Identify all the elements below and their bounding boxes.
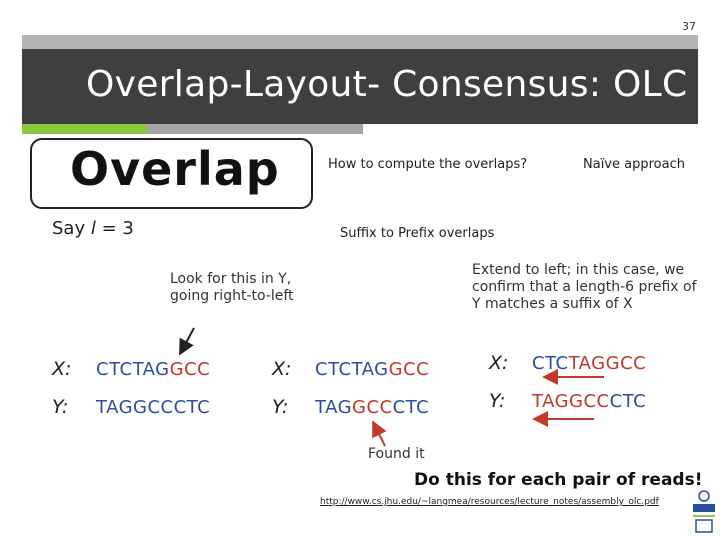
seq-plain: TAGGCCCTC [96,397,211,418]
seq-plain: CTCTAG [315,359,389,380]
top-rule [22,35,698,49]
say-l-equals [52,218,134,239]
seq-highlight: GCC [169,359,211,380]
seq-highlight: TAGGCC [532,391,610,412]
note-look: Look for this in Y, going right-to-left [170,271,294,304]
accent-bar-gray [147,124,363,134]
page-number: 37 [682,20,696,33]
seq-highlight: TAGGCC [568,353,647,374]
panel-3-x-sequence [532,353,646,374]
panel-2-y-label: Y: [272,396,289,418]
seq-plain: CTC [532,353,569,374]
source-link[interactable]: http://www.cs.jhu.edu/~langmea/resources/lecture_notes/assembly_olc.pdf [320,497,659,507]
section-label: Overlap [70,142,280,196]
say-variable: l [90,218,96,239]
seq-highlight: GCC [388,359,430,380]
panel-2-y-sequence [315,397,429,418]
closing-statement: Do this for each pair of reads! [414,470,703,490]
note-found: Found it [368,446,425,462]
panel-1-x-sequence [96,359,210,380]
panel-1-x-label: X: [52,358,72,380]
cshl-logo-icon [690,488,718,536]
up-arrow-icon [374,424,385,446]
panel-2-x-sequence [315,359,429,380]
say-suffix: = 3 [95,218,134,239]
panel-3-y-sequence [532,391,646,412]
question-text: How to compute the overlaps? [328,157,528,172]
panel-3-x-label: X: [489,352,509,374]
approach-text: Naïve approach [583,157,685,172]
seq-plain: CTCTAG [96,359,170,380]
down-arrow-icon [181,328,194,352]
panel-1-y-sequence [96,397,210,418]
subheading: Suffix to Prefix overlaps [340,226,495,241]
accent-bar-green [22,124,147,134]
seq-prefix: TAG [315,397,353,418]
say-prefix: Say [52,218,91,239]
panel-1-y-label: Y: [52,396,69,418]
note-extend: Extend to left; in this case, we confirm that a length-6 prefix of Y matches a suffix of X [472,262,697,312]
panel-3-y-label: Y: [489,390,506,412]
seq-highlight: GCC [352,397,393,418]
seq-plain: CTC [609,391,647,412]
seq-plain: CTC [392,397,430,418]
panel-2-x-label: X: [272,358,292,380]
slide-title: Overlap-Layout- Consensus: OLC [86,64,688,105]
